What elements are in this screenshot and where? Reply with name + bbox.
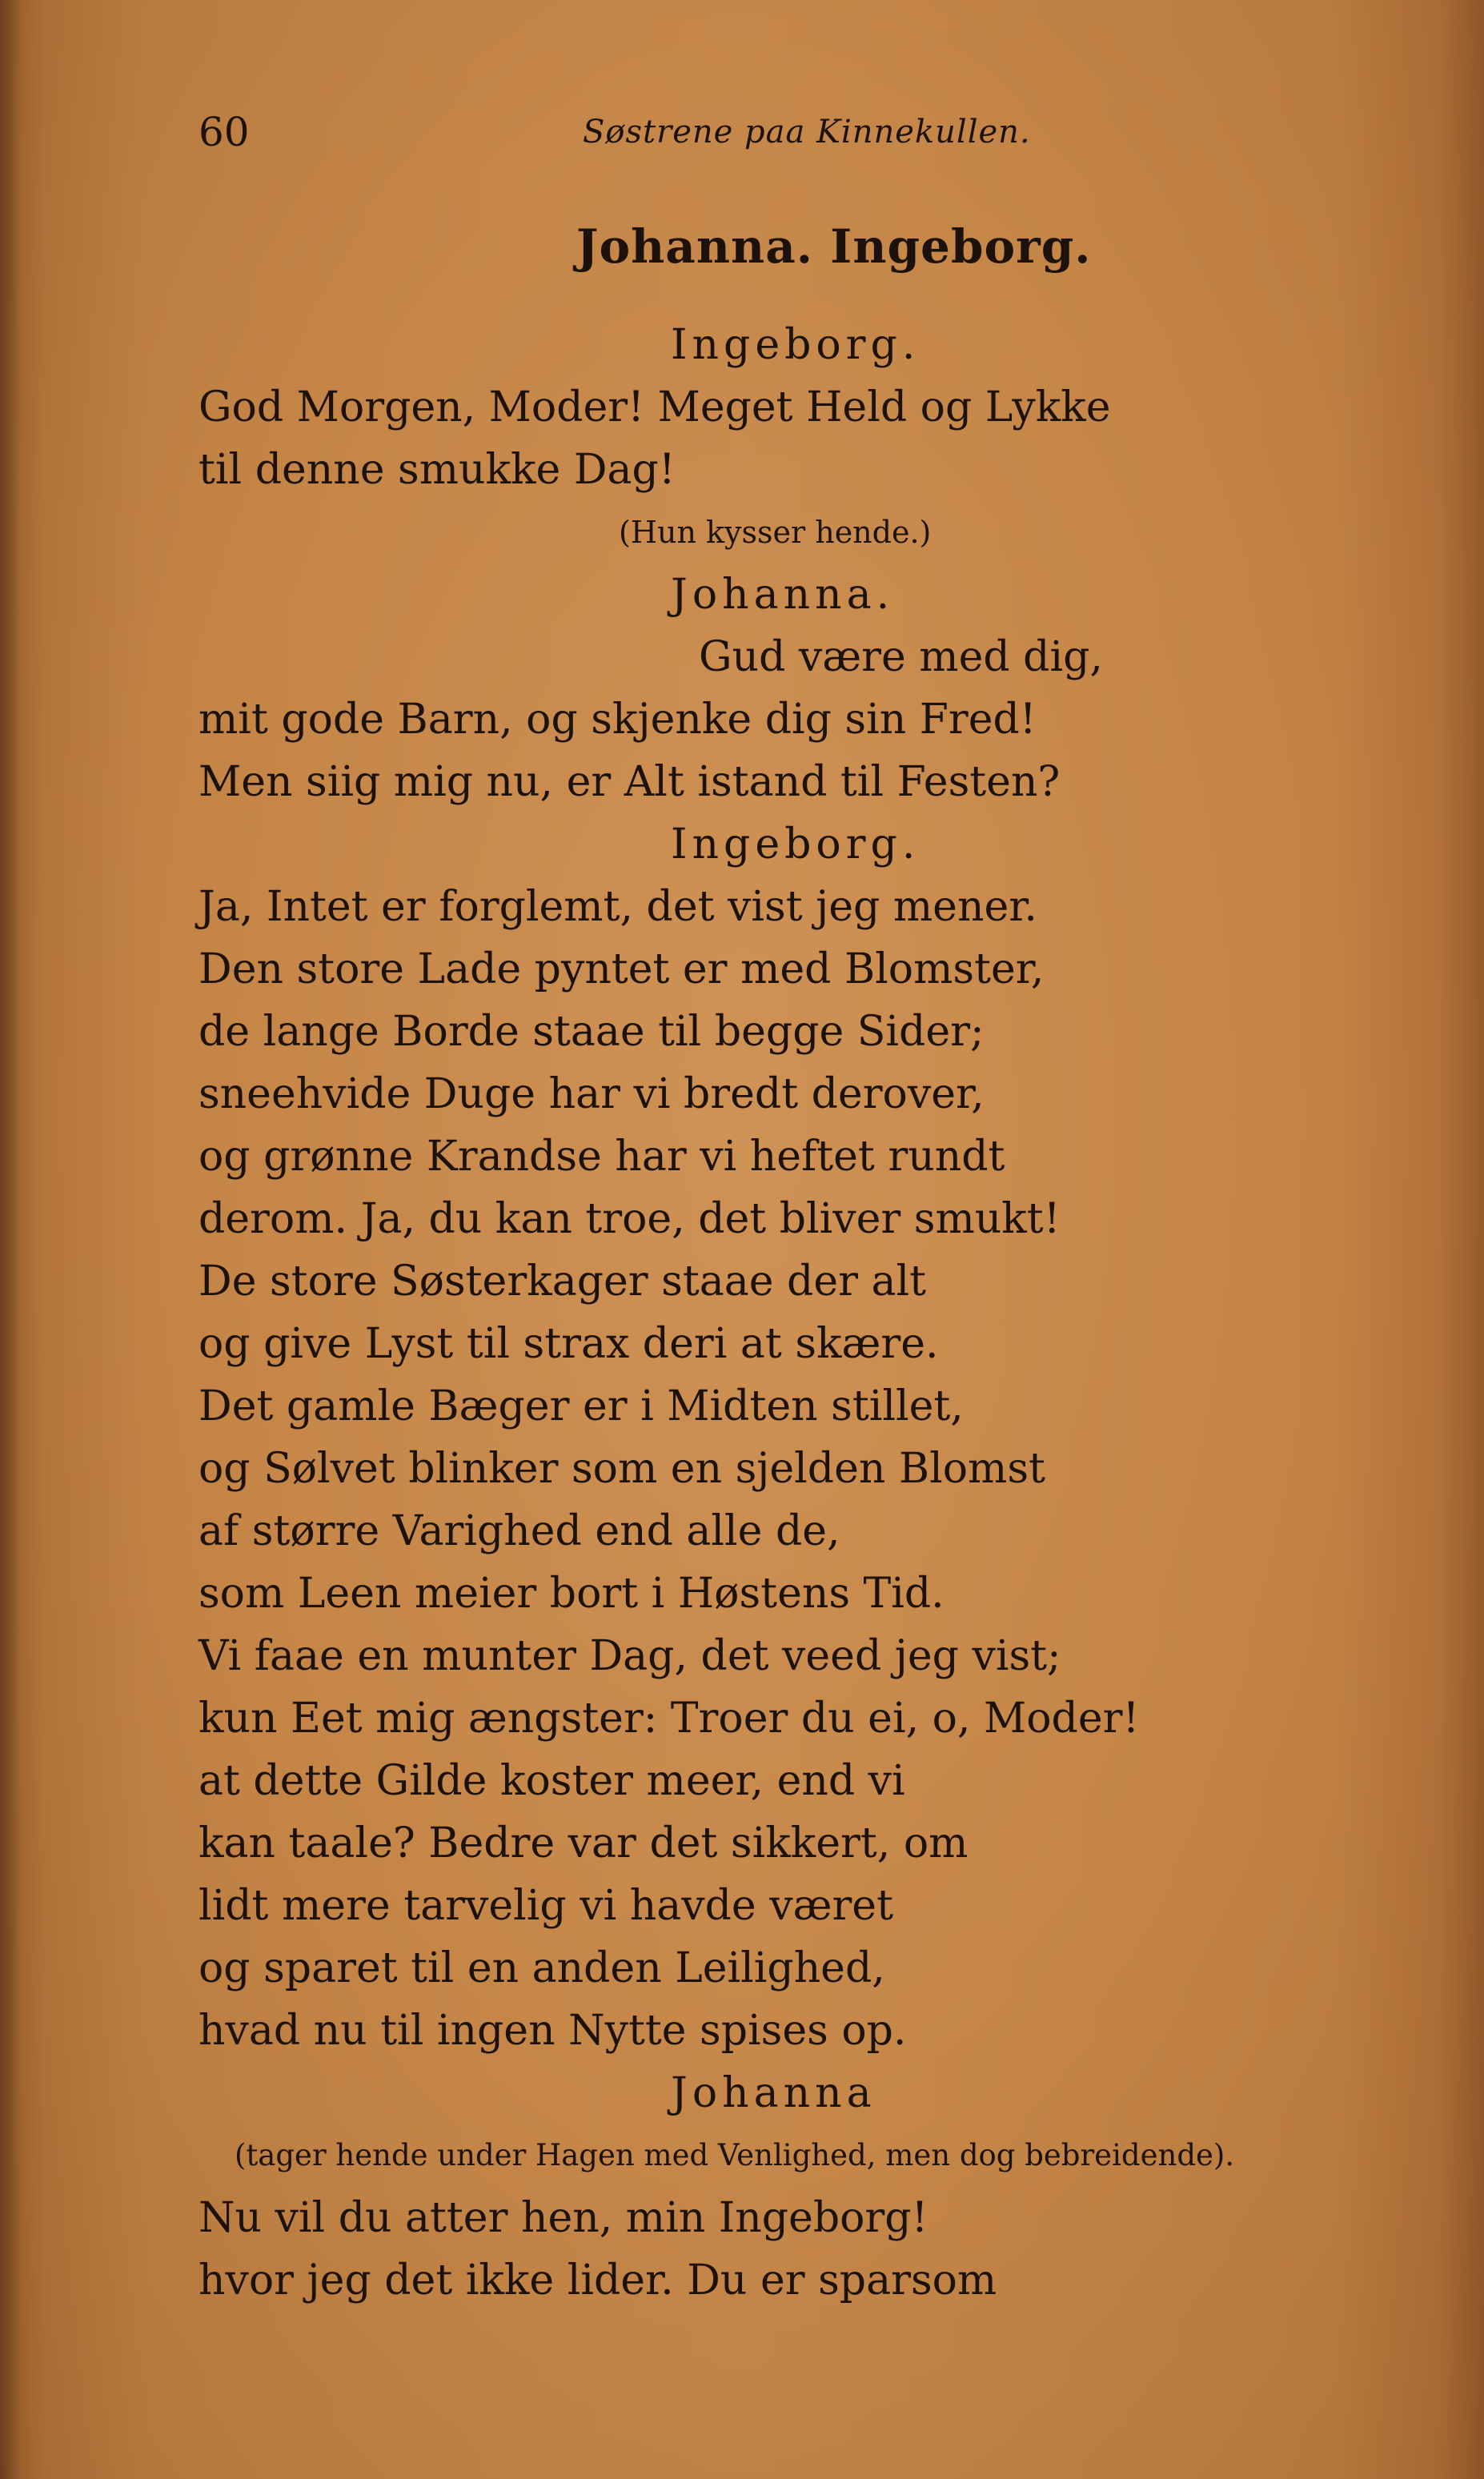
verse-line: lidt mere tarvelig vi havde været: [199, 1882, 893, 1930]
verse-line: hvad nu til ingen Nytte spises op.: [199, 2007, 907, 2055]
page-number: 60: [199, 109, 250, 155]
verse-line: Det gamle Bæger er i Midten stillet,: [199, 1382, 964, 1430]
verse-line: og sparet til en anden Leilighed,: [199, 1944, 885, 1992]
speaker-name: Johanna.: [671, 571, 895, 619]
verse-line: hvor jeg det ikke lider. Du er sparsom: [199, 2256, 997, 2305]
stage-direction: (Hun kysser hende.): [619, 515, 932, 550]
verse-line: mit gode Barn, og skjenke dig sin Fred!: [199, 696, 1037, 744]
page-edge-shadow: [0, 0, 21, 2479]
verse-line: at dette Gilde koster meer, end vi: [199, 1757, 905, 1805]
verse-line: derom. Ja, du kan troe, det bliver smukt!: [199, 1195, 1061, 1243]
verse-line: Vi faae en munter Dag, det veed jeg vist;: [199, 1632, 1061, 1680]
verse-line-continued: Gud være med dig,: [699, 633, 1103, 681]
verse-line: sneehvide Duge har vi bredt derover,: [199, 1070, 985, 1118]
speaker-name: Johanna: [671, 2069, 876, 2117]
verse-line: Nu vil du atter hen, min Ingeborg!: [199, 2194, 929, 2242]
verse-line: de lange Borde staae til begge Sider;: [199, 1008, 985, 1056]
verse-line: Den store Lade pyntet er med Blomster,: [199, 945, 1045, 993]
verse-line: God Morgen, Moder! Meget Held og Lykke: [199, 383, 1111, 431]
verse-line: De store Søsterkager staae der alt: [199, 1258, 927, 1306]
verse-line: som Leen meier bort i Høstens Tid.: [199, 1570, 945, 1618]
speaker-name: Ingeborg.: [671, 321, 920, 369]
verse-line: til denne smukke Dag!: [199, 446, 676, 494]
running-title: Søstrene paa Kinnekullen.: [583, 114, 1031, 150]
verse-line: kun Eet mig ængster: Troer du ei, o, Moder!: [199, 1695, 1140, 1743]
verse-line: af større Varighed end alle de,: [199, 1507, 840, 1555]
verse-line: Men siig mig nu, er Alt istand til Festen?: [199, 758, 1061, 806]
verse-line: og grønne Krandse har vi heftet rundt: [199, 1133, 1005, 1181]
verse-line: og give Lyst til strax deri at skære.: [199, 1320, 939, 1368]
page-header: [199, 104, 1039, 160]
verse-line: og Sølvet blinker som en sjelden Blomst: [199, 1445, 1045, 1493]
speaker-name: Ingeborg.: [671, 820, 920, 868]
stage-direction: (tager hende under Hagen med Venlighed, men dog bebreidende).: [235, 2138, 1235, 2172]
verse-line: kan taale? Bedre var det sikkert, om: [199, 1819, 969, 1867]
dialogue-text: [199, 314, 1239, 2312]
scene-heading: Johanna. Ingeborg.: [576, 219, 1092, 274]
verse-line: Ja, Intet er forglemt, det vist jeg mener.: [199, 883, 1037, 931]
